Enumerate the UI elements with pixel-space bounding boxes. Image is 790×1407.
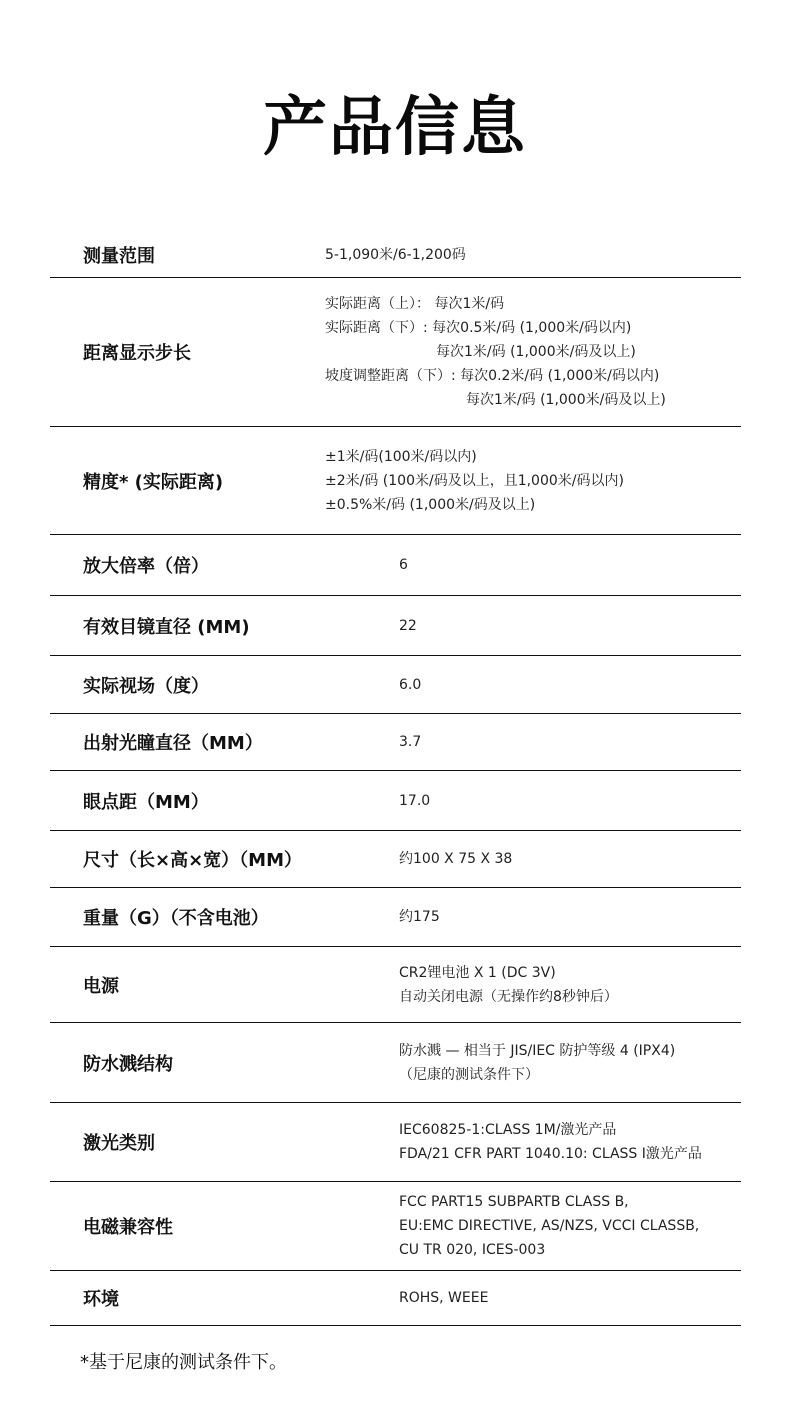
spec-value: 17.0 bbox=[399, 792, 431, 809]
spec-label: 电磁兼容性 bbox=[83, 1217, 173, 1238]
spec-value: 实际距离（上）： 每次1米/码 实际距离（下）: 每次0.5米/码 (1,000米/码以内) 每次1米/码 (1,000米/码及以上) 坡度调整距离（下）: 每次0.2米/码 (1,000米/码以内) 每次1米/码 (1,000米/码及以上) bbox=[325, 296, 666, 408]
spec-row-magnification bbox=[50, 535, 741, 596]
spec-value: 约175 bbox=[399, 909, 440, 925]
spec-row-dimensions bbox=[50, 831, 741, 888]
spec-value: 防水溅 — 相当于 JIS/IEC 防护等级 4 (IPX4) （尼康的测试条件下） bbox=[399, 1042, 676, 1083]
spec-label: 重量（G）（不含电池） bbox=[83, 908, 269, 929]
spec-label: 尺寸（长×高×宽）（MM） bbox=[83, 850, 302, 871]
spec-row-exit-pupil bbox=[50, 714, 741, 771]
spec-row-emc bbox=[50, 1182, 741, 1271]
spec-label: 精度* (实际距离) bbox=[83, 471, 224, 493]
spec-value: IEC60825-1:CLASS 1M/激光产品 FDA/21 CFR PART 1040.10: CLASS I激光产品 bbox=[399, 1122, 702, 1162]
spec-label: 眼点距（MM） bbox=[83, 791, 209, 813]
spec-value: 约100 X 75 X 38 bbox=[399, 851, 513, 867]
spec-label: 激光类别 bbox=[83, 1133, 155, 1154]
spec-value: FCC PART15 SUBPARTB CLASS B, EU:EMC DIRECTIVE, AS/NZS, VCCI CLASSB, CU TR 020, ICES-003 bbox=[399, 1194, 700, 1258]
spec-value: 5-1,090米/6-1,200码 bbox=[325, 246, 466, 263]
footnote: *基于尼康的测试条件下。 bbox=[80, 1352, 287, 1373]
spec-label: 放大倍率（倍） bbox=[83, 556, 209, 577]
spec-label: 电源 bbox=[83, 975, 119, 997]
spec-row-field-of-view bbox=[50, 656, 741, 714]
spec-value: ROHS, WEEE bbox=[399, 1290, 489, 1306]
spec-value: 6 bbox=[399, 557, 408, 573]
spec-label: 实际视场（度） bbox=[83, 675, 209, 697]
spec-value: 22 bbox=[399, 617, 417, 634]
spec-row-environment bbox=[50, 1271, 741, 1326]
spec-label: 有效目镜直径 (MM) bbox=[83, 616, 250, 638]
spec-label: 出射光瞳直径（MM） bbox=[83, 733, 263, 754]
spec-row-measure-range bbox=[50, 232, 741, 278]
spec-value: 6.0 bbox=[399, 676, 422, 693]
spec-label: 环境 bbox=[83, 1289, 119, 1310]
spec-row-laser-class bbox=[50, 1103, 741, 1182]
spec-row-power bbox=[50, 947, 741, 1023]
page-title: 产品信息 bbox=[263, 91, 527, 165]
spec-row-display-step bbox=[50, 278, 741, 427]
spec-row-accuracy bbox=[50, 427, 741, 535]
spec-value: 3.7 bbox=[399, 734, 422, 750]
spec-row-waterproof bbox=[50, 1023, 741, 1103]
spec-label: 防水溅结构 bbox=[83, 1053, 173, 1075]
spec-table bbox=[50, 232, 741, 1326]
spec-label: 距离显示步长 bbox=[83, 343, 191, 364]
spec-label: 测量范围 bbox=[83, 245, 155, 267]
spec-row-objective-diameter bbox=[50, 596, 741, 656]
spec-row-weight bbox=[50, 888, 741, 947]
spec-value: CR2锂电池 X 1 (DC 3V) 自动关闭电源（无操作约8秒钟后） bbox=[399, 964, 618, 1005]
spec-value: ±1米/码(100米/码以内) ±2米/码 (100米/码及以上，且1,000米/码以内) ±0.5%米/码 (1,000米/码及以上) bbox=[325, 448, 624, 513]
spec-row-eye-relief bbox=[50, 771, 741, 831]
